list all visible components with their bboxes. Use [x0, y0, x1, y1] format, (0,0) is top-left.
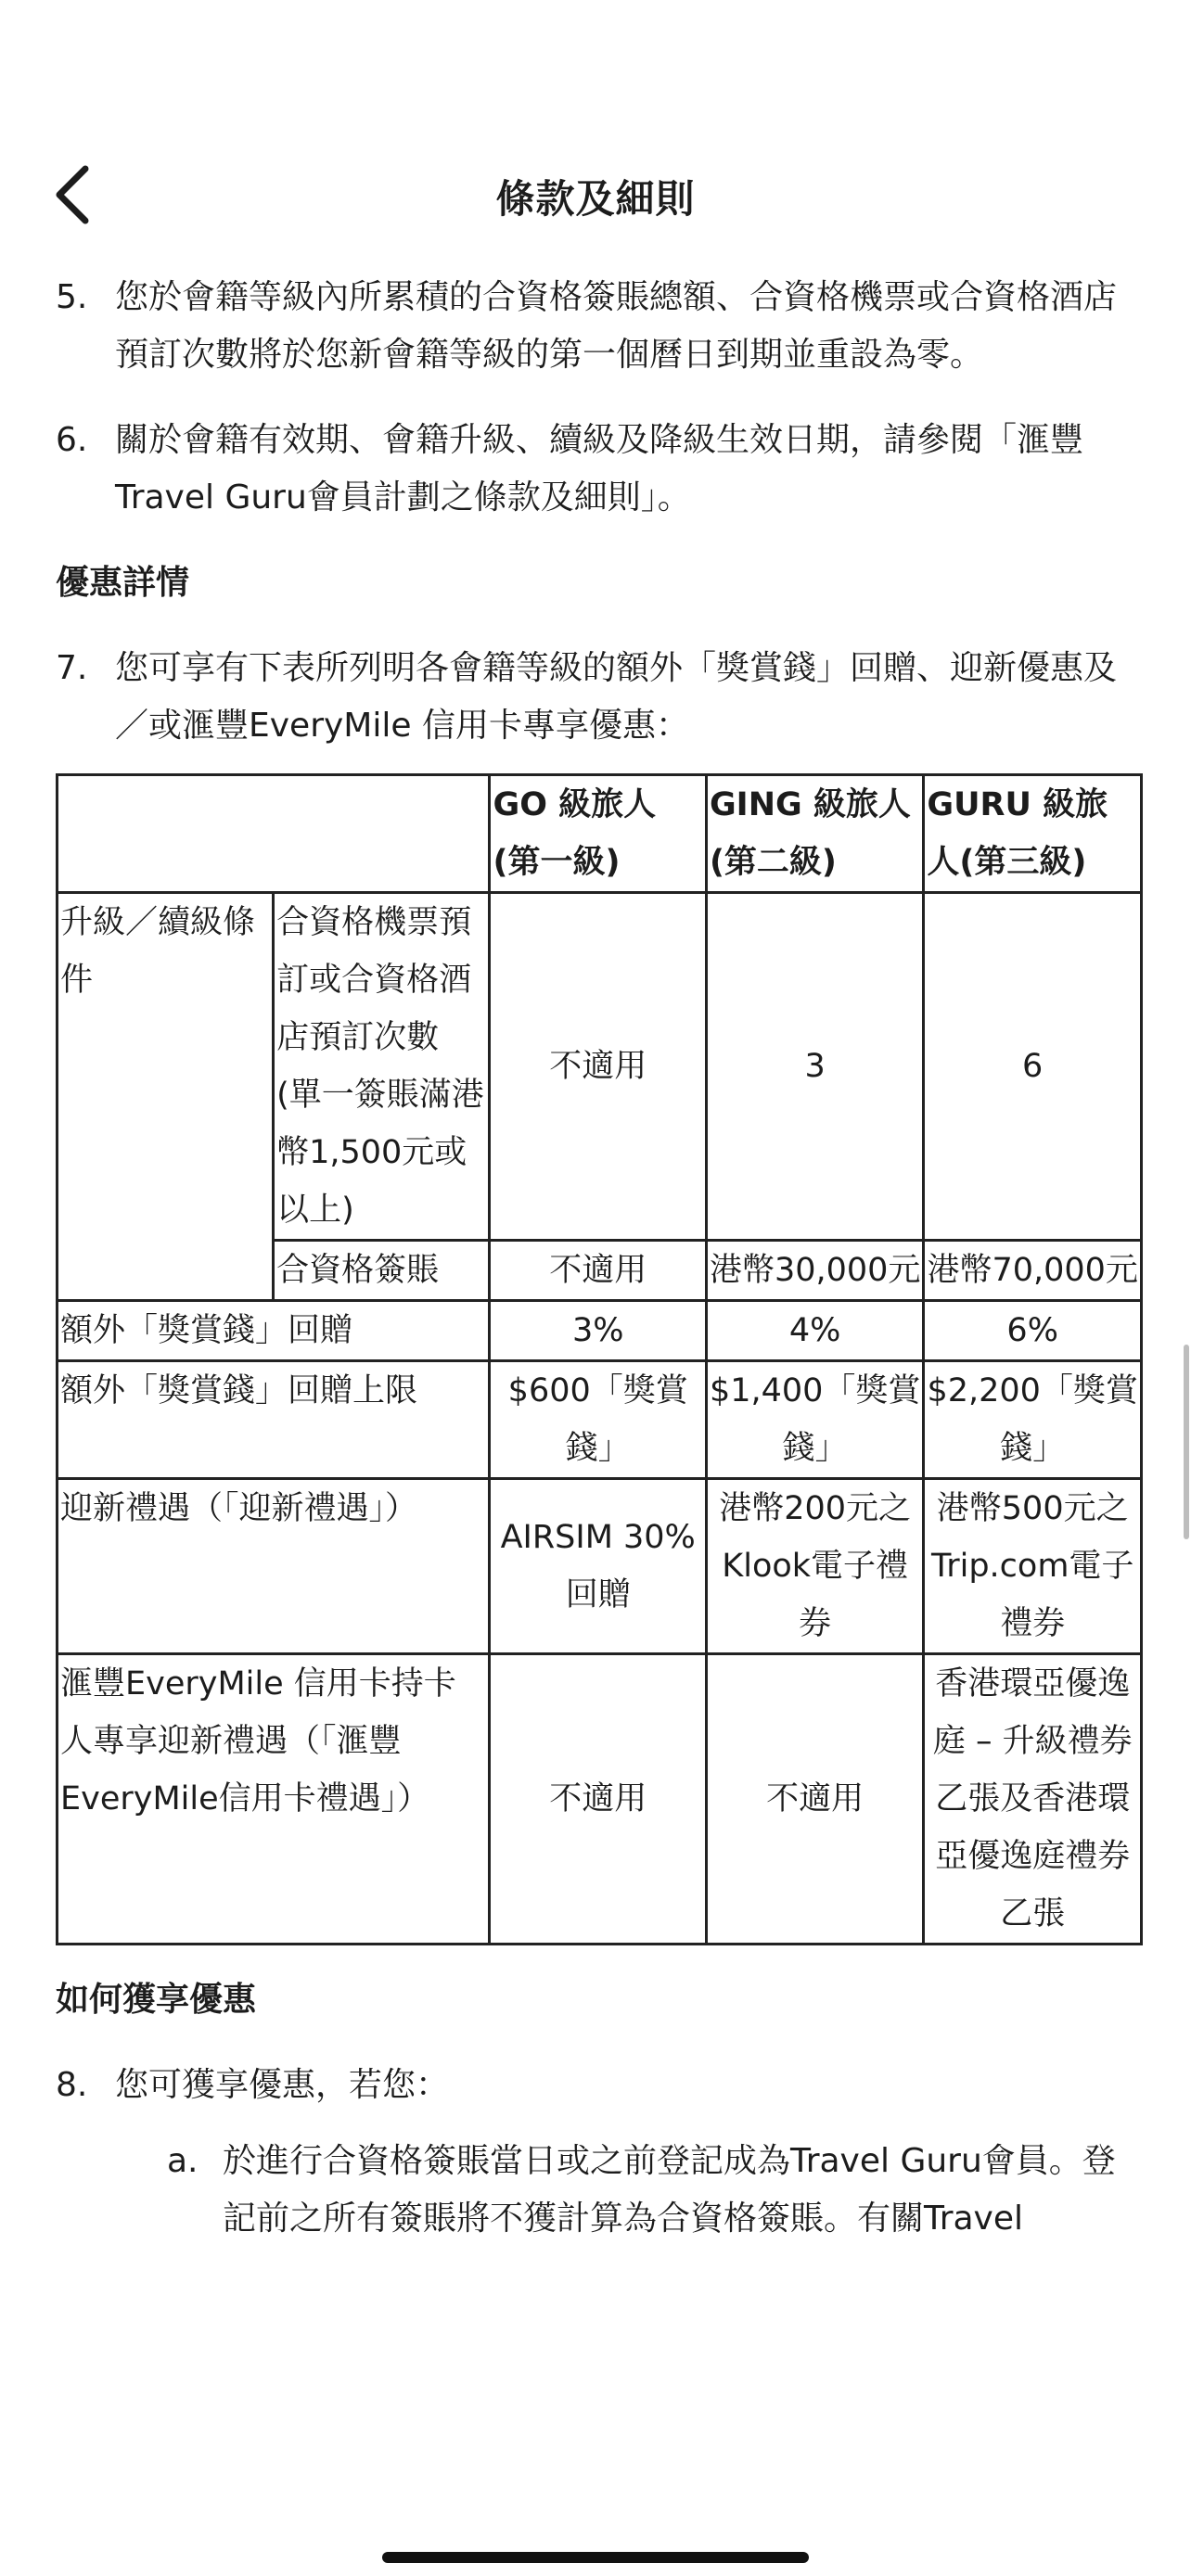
table-cell: 6 — [924, 893, 1142, 1241]
home-indicator[interactable] — [382, 2552, 809, 2563]
list-item — [56, 269, 1143, 384]
list-item — [56, 2057, 1143, 2114]
sub-item-letter: a. — [167, 2142, 198, 2180]
offer-table — [56, 773, 1143, 1945]
section-heading-offer: 優惠詳情 — [56, 564, 190, 602]
table-cell: $1,400「獎賞錢」 — [706, 1361, 923, 1479]
sub-list-item — [56, 2133, 1143, 2248]
table-cell: 香港環亞優逸庭 – 升級禮券乙張及香港環亞優逸庭禮券乙張 — [924, 1654, 1142, 1945]
table-row — [58, 893, 1142, 1241]
table-row — [58, 1654, 1142, 1945]
header-go: GO 級旅人(第一級) — [490, 775, 706, 893]
table-cell: 4% — [706, 1301, 923, 1361]
table-row — [58, 1479, 1142, 1654]
item-text: 您可獲享優惠，若您： — [115, 2066, 450, 2104]
list-item — [56, 640, 1143, 755]
item-text: 關於會籍有效期、會籍升級、續級及降級生效日期，請參閱「滙豐Travel Guru會員計劃之條款及細則」。 — [115, 421, 1084, 516]
item-number: 6. — [56, 421, 88, 459]
spend-label: 合資格簽賬 — [274, 1241, 490, 1301]
header-guru: GURU 級旅人(第三級) — [924, 775, 1142, 893]
table-cell: 不適用 — [490, 1241, 706, 1301]
scrollbar[interactable] — [1184, 1345, 1189, 1539]
table-cell: 3 — [706, 893, 923, 1241]
upgrade-label: 升級／續級條件 — [58, 893, 274, 1301]
table-cell: 港幣70,000元 — [924, 1241, 1142, 1301]
item-text: 您可享有下表所列明各會籍等級的額外「獎賞錢」回贈、迎新優惠及／或滙豐EveryMile 信用卡專享優惠： — [115, 649, 1118, 745]
list-item — [56, 412, 1143, 527]
cap-label: 額外「獎賞錢」回贈上限 — [58, 1361, 490, 1479]
sub-item-text: 於進行合資格簽賬當日或之前登記成為Travel Guru會員。登記前之所有簽賬將不獲計算為合資格簽賬。有關Travel — [223, 2142, 1116, 2238]
table-cell: AIRSIM 30%回贈 — [490, 1479, 706, 1654]
page-title: 條款及細則 — [495, 176, 696, 222]
booking-label: 合資格機票預訂或合資格酒店預訂次數 (單一簽賬滿港幣1,500元或以上) — [274, 893, 490, 1241]
table-cell: 6% — [924, 1301, 1142, 1361]
table-corner-cell — [58, 775, 490, 893]
everymile-label: 滙豐EveryMile 信用卡持卡人專享迎新禮遇（「滙豐EveryMile信用卡禮遇」） — [58, 1654, 490, 1945]
item-number: 5. — [56, 278, 88, 316]
header-bar — [0, 148, 1191, 241]
table-cell: $2,200「獎賞錢」 — [924, 1361, 1142, 1479]
rebate-label: 額外「獎賞錢」回贈 — [58, 1301, 490, 1361]
table-header-row — [58, 775, 1142, 893]
table-cell: 不適用 — [490, 893, 706, 1241]
item-text: 您於會籍等級內所累積的合資格簽賬總額、合資格機票或合資格酒店預訂次數將於您新會籍等級的第一個曆日到期並重設為零。 — [115, 278, 1118, 374]
table-cell: 港幣30,000元 — [706, 1241, 923, 1301]
item-number: 8. — [56, 2066, 88, 2104]
table-cell: 不適用 — [706, 1654, 923, 1945]
terms-content — [56, 269, 1143, 2248]
item-number: 7. — [56, 649, 88, 687]
section-heading-how: 如何獲享優惠 — [56, 1981, 257, 2019]
table-cell: 港幣500元之Trip.com電子禮券 — [924, 1479, 1142, 1654]
table-cell: $600「獎賞錢」 — [490, 1361, 706, 1479]
welcome-label: 迎新禮遇（「迎新禮遇」） — [58, 1479, 490, 1654]
table-row — [58, 1361, 1142, 1479]
table-row — [58, 1301, 1142, 1361]
table-cell: 不適用 — [490, 1654, 706, 1945]
table-cell: 港幣200元之Klook電子禮券 — [706, 1479, 923, 1654]
header-ging: GING 級旅人(第二級) — [706, 775, 923, 893]
table-cell: 3% — [490, 1301, 706, 1361]
